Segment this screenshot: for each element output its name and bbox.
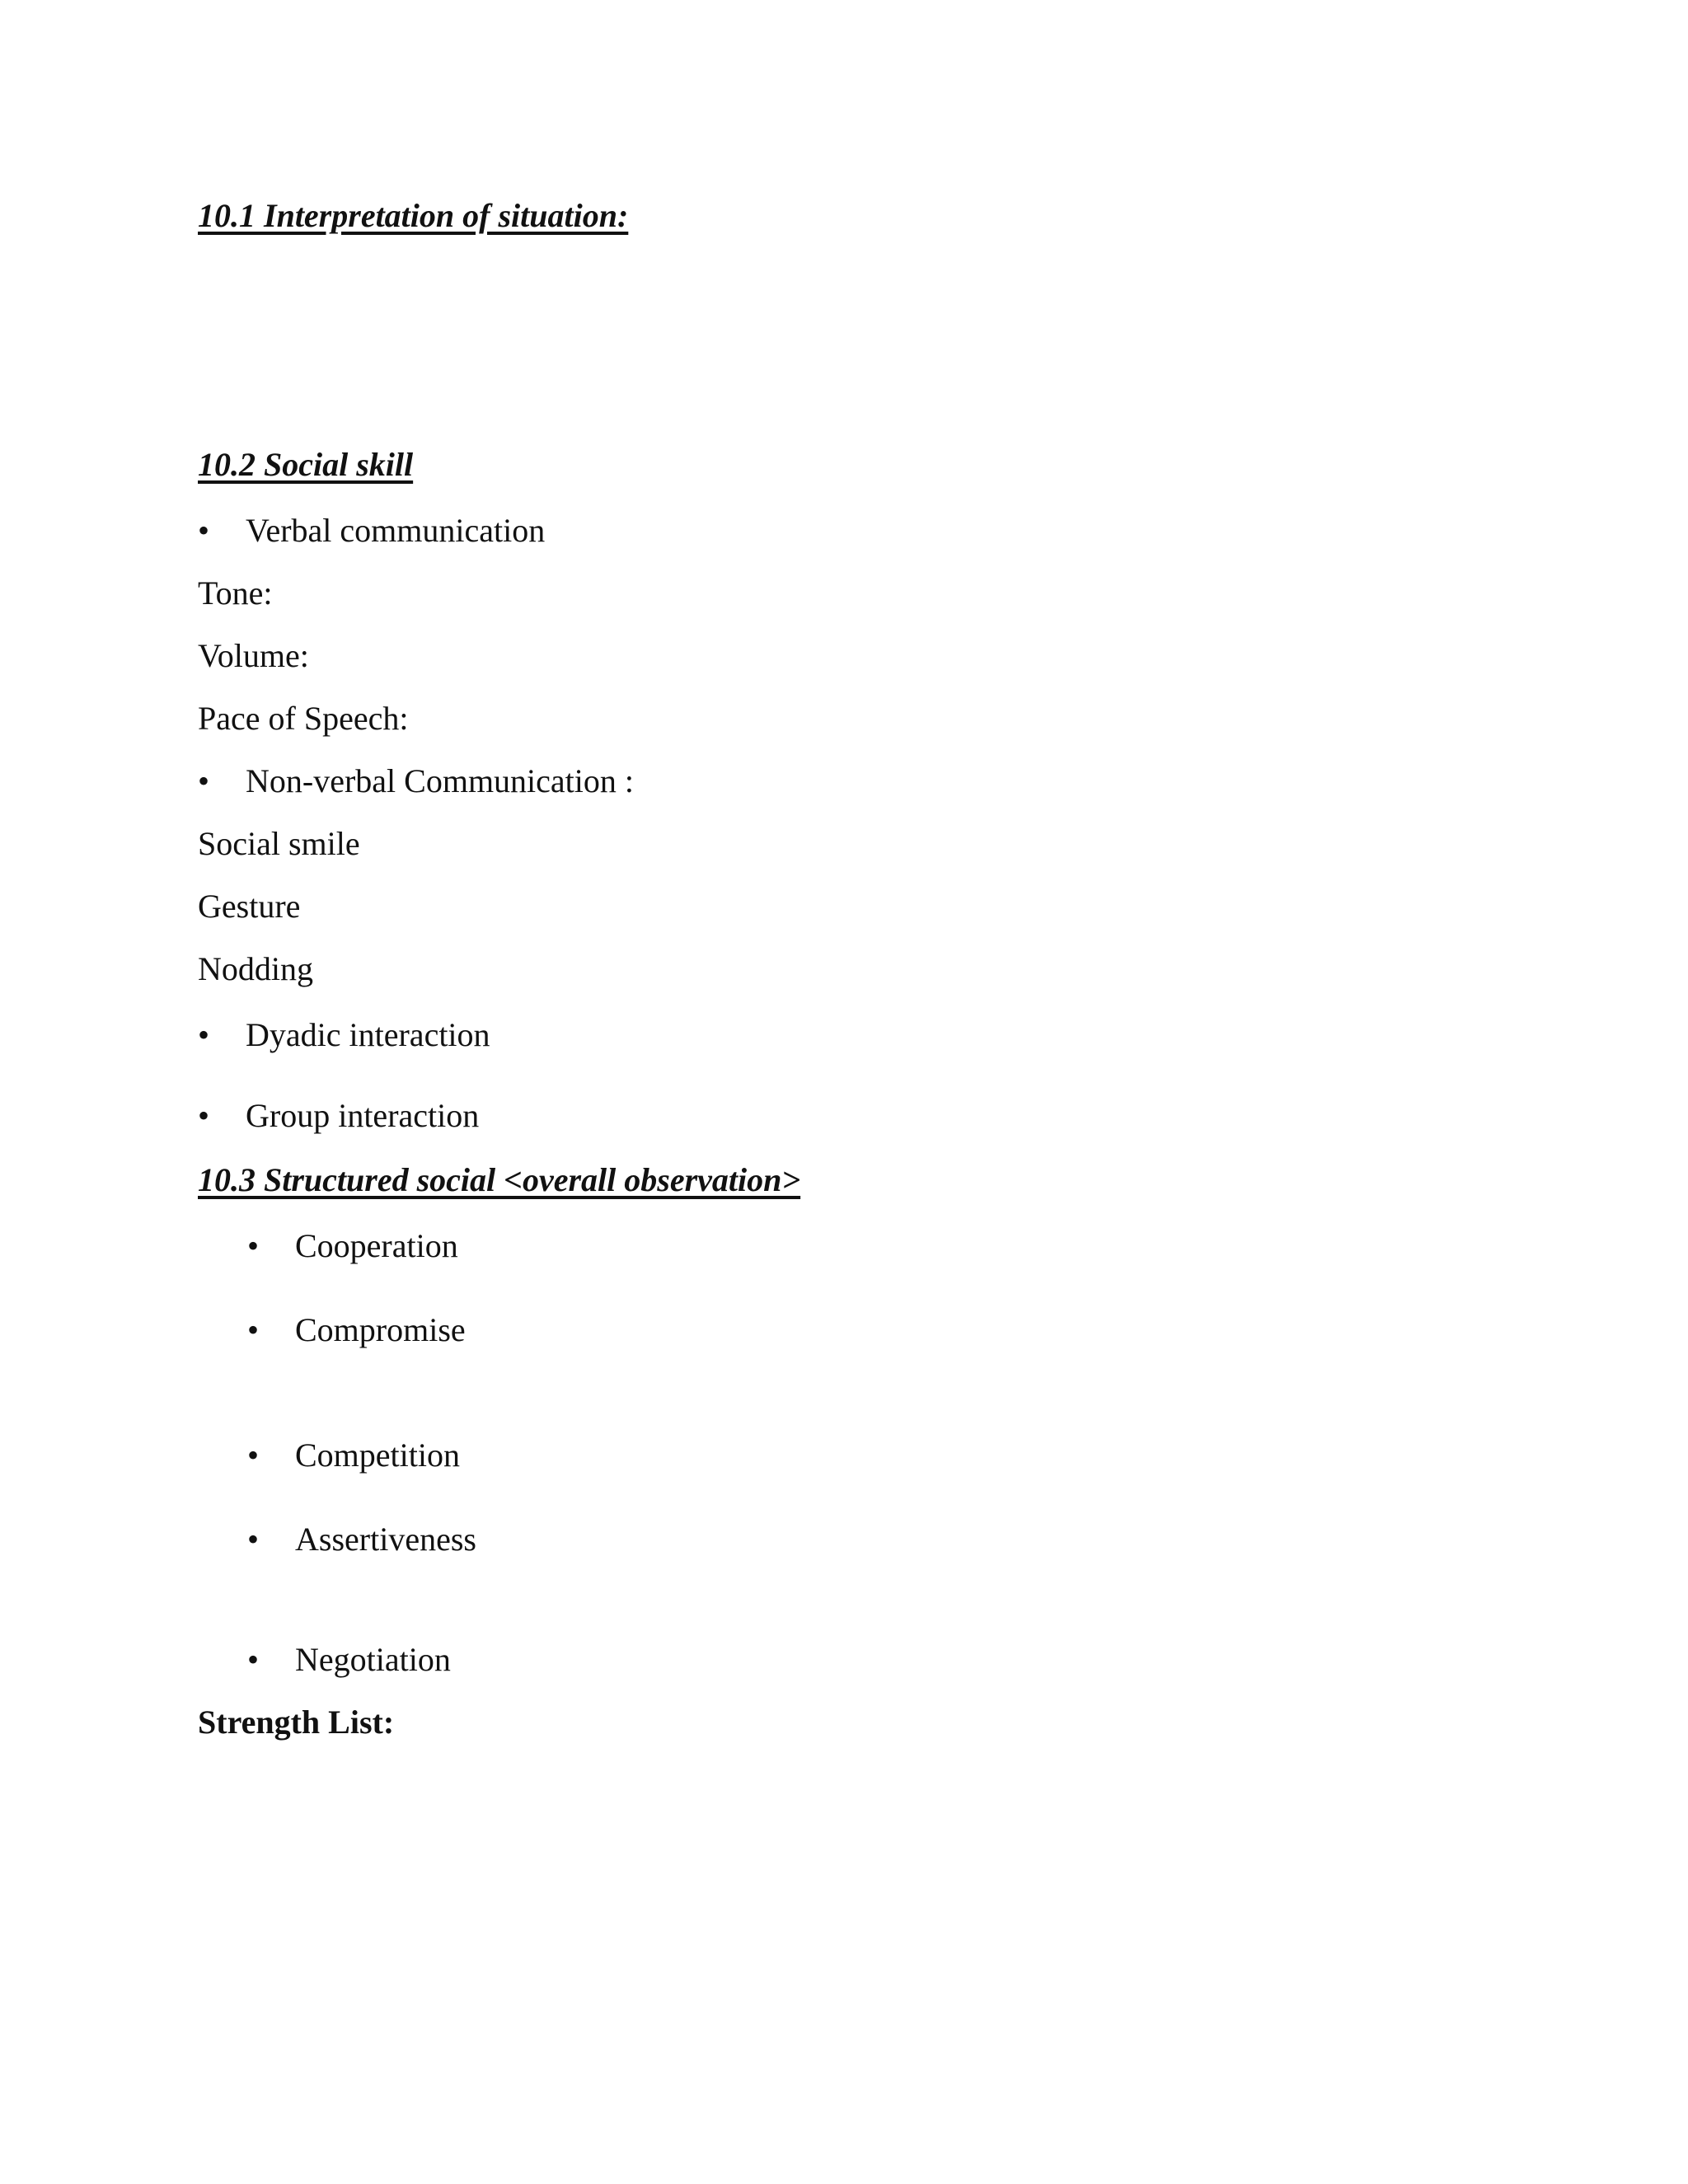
section-heading-10-2: 10.2 Social skill [198, 446, 414, 483]
list-item-assertiveness: Assertiveness [295, 1521, 476, 1558]
list-item-competition: Competition [295, 1436, 460, 1474]
list-item-non-verbal-communication: Non-verbal Communication : [246, 762, 635, 799]
list-item-compromise: Compromise [295, 1311, 466, 1348]
gesture-label: Gesture [198, 888, 301, 925]
volume-label: Volume: [198, 637, 309, 674]
strength-list-label: Strength List: [198, 1704, 395, 1741]
bullet-dot-icon: • [198, 762, 210, 799]
list-item-cooperation: Cooperation [295, 1227, 458, 1264]
list-item-dyadic-interaction: Dyadic interaction [246, 1016, 490, 1053]
bullet-dot-icon: • [247, 1641, 260, 1678]
bullet-dot-icon: • [247, 1436, 260, 1474]
list-item-negotiation: Negotiation [295, 1641, 451, 1678]
list-item-group-interaction: Group interaction [246, 1097, 480, 1134]
bullet-dot-icon: • [198, 512, 210, 549]
bullet-dot-icon: • [247, 1311, 260, 1348]
nodding-label: Nodding [198, 950, 313, 987]
bullet-dot-icon: • [247, 1227, 260, 1264]
pace-of-speech-label: Pace of Speech: [198, 700, 409, 737]
bullet-dot-icon: • [198, 1016, 210, 1053]
bullet-dot-icon: • [198, 1097, 210, 1134]
section-heading-10-3: 10.3 Structured social <overall observation> [198, 1161, 801, 1198]
social-smile-label: Social smile [198, 825, 360, 862]
tone-label: Tone: [198, 574, 273, 612]
section-heading-10-1: 10.1 Interpretation of situation: [198, 197, 629, 234]
list-item-verbal-communication: Verbal communication [246, 512, 546, 549]
bullet-dot-icon: • [247, 1521, 260, 1558]
